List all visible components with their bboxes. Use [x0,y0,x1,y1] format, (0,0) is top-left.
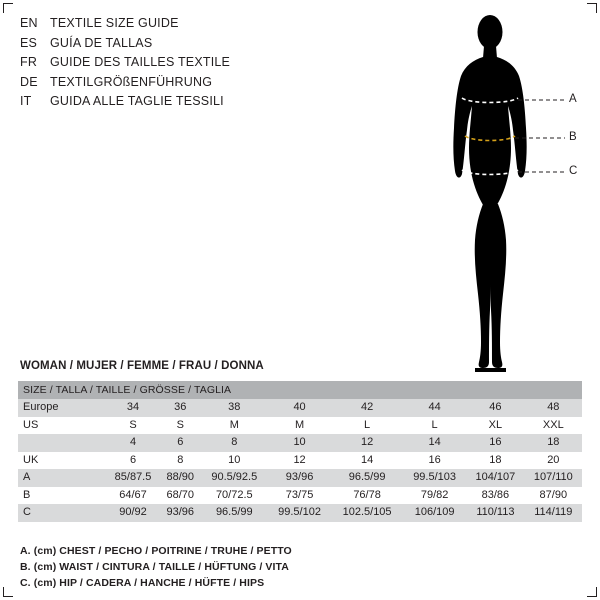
section-caption-woman: WOMAN / MUJER / FEMME / FRAU / DONNA [20,360,264,372]
female-silhouette-icon [415,8,590,373]
cell: 73/75 [268,487,331,505]
cell: 44 [403,399,466,417]
cell: 93/96 [160,504,201,522]
cell: 104/107 [466,469,525,487]
cell: 16 [466,434,525,452]
row-label-uk: UK [18,452,106,470]
cell: 42 [331,399,403,417]
corner-mark-top-left [3,3,13,13]
cell: 114/119 [525,504,582,522]
note-a: A. (cm) CHEST / PECHO / POITRINE / TRUHE / PETTO [20,545,292,557]
row-label-a: A [18,469,106,487]
cell: 90.5/92.5 [201,469,269,487]
cell: 10 [268,434,331,452]
cell: 20 [525,452,582,470]
cell: S [160,417,201,435]
language-row-de [20,75,340,95]
cell: 40 [268,399,331,417]
cell: 8 [160,452,201,470]
table-header-label: SIZE / TALLA / TAILLE / GRÖSSE / TAGLIA [18,381,582,399]
note-b: B. (cm) WAIST / CINTURA / TAILLE / HÜFTUNG / VITA [20,561,289,573]
cell: 79/82 [403,487,466,505]
row-label-europe: Europe [18,399,106,417]
cell: 18 [466,452,525,470]
language-code-fr: FR [20,55,38,69]
cell: 34 [106,399,160,417]
language-row-es [20,36,340,56]
cell: 12 [331,434,403,452]
row-label-c: C [18,504,106,522]
cell: 99.5/102 [268,504,331,522]
measure-label-b: B [569,131,577,143]
cell: 107/110 [525,469,582,487]
row-label-us: US [18,417,106,435]
cell: 14 [403,434,466,452]
language-title-de: TEXTILGRÖßENFÜHRUNG [50,74,213,89]
table-row [18,417,582,435]
cell: 88/90 [160,469,201,487]
cell: S [106,417,160,435]
table-row [18,399,582,417]
language-title-en: TEXTILE SIZE GUIDE [50,16,179,30]
cell: 70/72.5 [201,487,269,505]
language-row-it [20,94,340,114]
measure-label-c: C [569,165,578,177]
cell: L [403,417,466,435]
cell: 46 [466,399,525,417]
cell: XXL [525,417,582,435]
language-title-es: GUÍA DE TALLAS [50,35,153,50]
cell: 83/86 [466,487,525,505]
cell: 99.5/103 [403,469,466,487]
measure-label-a: A [569,93,577,105]
cell: 18 [525,434,582,452]
female-figure-diagram [415,8,590,373]
cell: 16 [403,452,466,470]
cell: 87/90 [525,487,582,505]
cell: 48 [525,399,582,417]
cell: 93/96 [268,469,331,487]
cell: 38 [201,399,269,417]
cell: M [268,417,331,435]
table-row [18,452,582,470]
cell: 90/92 [106,504,160,522]
cell: 110/113 [466,504,525,522]
corner-mark-bottom-right [587,587,597,597]
language-title-fr: GUIDE DES TAILLES TEXTILE [50,55,231,69]
language-code-de: DE [20,74,38,89]
row-label-b: B [18,487,106,505]
language-code-es: ES [20,35,38,50]
cell: 8 [201,434,269,452]
cell: 102.5/105 [331,504,403,522]
cell: 68/70 [160,487,201,505]
cell: 76/78 [331,487,403,505]
cell: M [201,417,269,435]
corner-mark-bottom-left [3,587,13,597]
language-code-en: EN [20,16,38,30]
language-header-block [20,16,340,114]
cell: L [331,417,403,435]
cell: 4 [106,434,160,452]
cell: 85/87.5 [106,469,160,487]
cell: 10 [201,452,269,470]
row-label-us-numeric [18,434,106,452]
cell: 6 [160,434,201,452]
cell: 64/67 [106,487,160,505]
cell: 36 [160,399,201,417]
table-row [18,504,582,522]
cell: 96.5/99 [331,469,403,487]
cell: 14 [331,452,403,470]
cell: 6 [106,452,160,470]
language-row-fr [20,55,340,75]
measurement-notes [20,543,292,591]
table-row [18,487,582,505]
cell: XL [466,417,525,435]
cell: 106/109 [403,504,466,522]
language-code-it: IT [20,94,32,108]
table-row [18,469,582,487]
cell: 12 [268,452,331,470]
size-table [18,381,582,522]
note-c: C. (cm) HIP / CADERA / HANCHE / HÜFTE / HIPS [20,577,265,589]
cell: 96.5/99 [201,504,269,522]
language-row-en [20,16,340,36]
table-row [18,434,582,452]
table-header-row [18,381,582,399]
language-title-it: GUIDA ALLE TAGLIE TESSILI [50,94,224,108]
